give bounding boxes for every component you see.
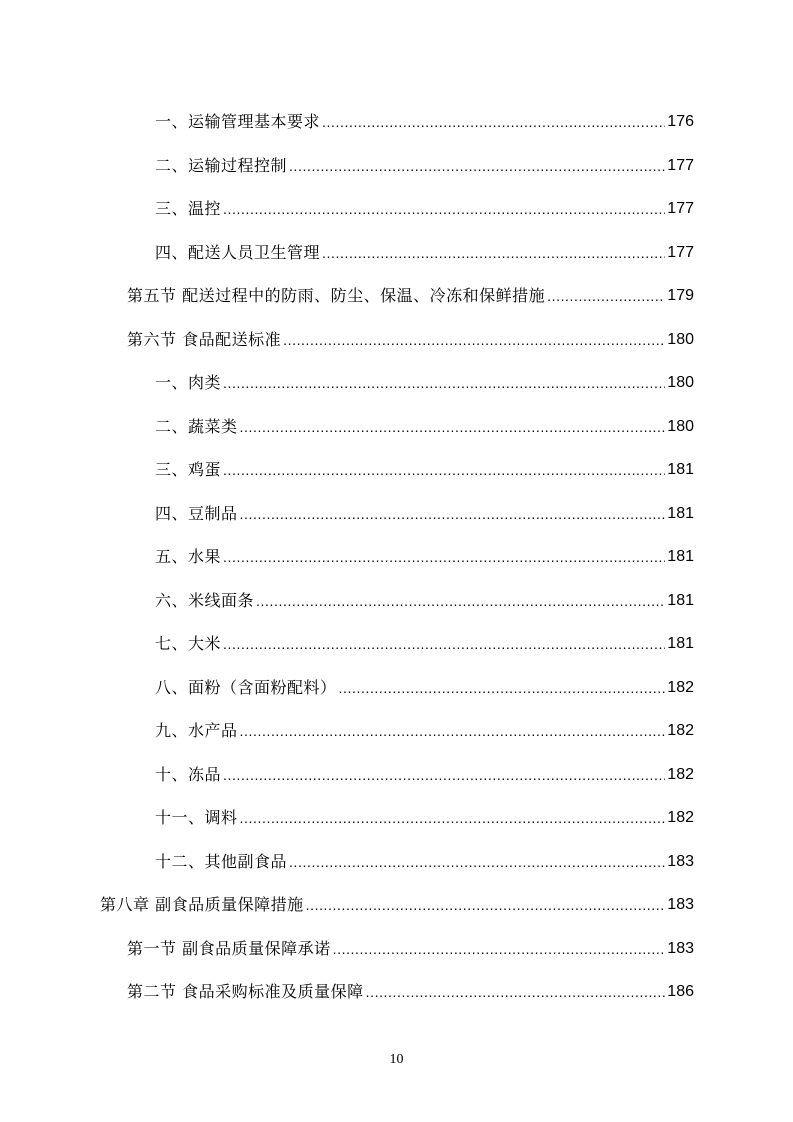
toc-entry-label: 三、鸡蛋 xyxy=(155,460,222,479)
toc-leader-dots xyxy=(547,285,665,307)
toc-entry-page: 182 xyxy=(667,722,694,739)
toc-entry[interactable] xyxy=(155,712,694,742)
toc-entry-page: 183 xyxy=(667,896,694,913)
toc-entry-label: 八、面粉（含面粉配料） xyxy=(155,677,337,697)
toc-entry[interactable] xyxy=(155,495,694,525)
toc-leader-dots xyxy=(322,111,665,133)
toc-entry-label: 一、肉类 xyxy=(155,373,222,392)
toc-leader-dots xyxy=(240,503,666,525)
toc-entry[interactable] xyxy=(155,408,694,438)
toc-entry-label: 第一节 副食品质量保障承诺 xyxy=(127,938,331,958)
toc-entry-label: 十一、调料 xyxy=(155,808,238,827)
toc-entry-label: 四、豆制品 xyxy=(155,503,238,523)
toc-entry-label: 十二、其他副食品 xyxy=(155,851,288,871)
toc-entry[interactable] xyxy=(155,669,694,699)
toc-entry[interactable] xyxy=(155,190,694,220)
toc-leader-dots xyxy=(223,633,665,655)
toc-entry-label: 第六节 食品配送标准 xyxy=(127,329,282,349)
toc-entry-label: 六、米线面条 xyxy=(155,590,255,610)
toc-entry-page: 182 xyxy=(667,765,694,783)
toc-entry-page: 180 xyxy=(667,330,694,348)
toc-entry[interactable] xyxy=(127,321,694,351)
toc-entry-page: 183 xyxy=(667,852,694,870)
toc-entry-label: 二、运输过程控制 xyxy=(155,155,288,175)
toc-entry-label: 十、冻品 xyxy=(155,764,222,784)
toc-entry[interactable] xyxy=(155,103,694,133)
toc-entry-page: 179 xyxy=(667,287,694,304)
toc-entry-page: 182 xyxy=(667,809,694,826)
toc-entry[interactable] xyxy=(155,582,694,612)
toc-entry-label: 七、大米 xyxy=(155,634,222,653)
toc-entry[interactable] xyxy=(127,277,694,307)
toc-leader-dots xyxy=(289,155,665,177)
toc-entry-page: 181 xyxy=(667,461,694,478)
toc-entry-label: 第五节 配送过程中的防雨、防尘、保温、冷冻和保鲜措施 xyxy=(127,286,546,305)
toc-entry[interactable] xyxy=(155,625,694,655)
toc-entry[interactable] xyxy=(155,538,694,568)
toc-leader-dots xyxy=(223,372,665,394)
toc-entry[interactable] xyxy=(127,973,694,1003)
toc-entry[interactable] xyxy=(155,843,694,873)
toc-entry-label: 一、运输管理基本要求 xyxy=(155,112,321,131)
toc-entry-page: 177 xyxy=(667,200,694,217)
toc-leader-dots xyxy=(366,981,666,1003)
toc-leader-dots xyxy=(333,938,666,960)
toc-entry[interactable] xyxy=(127,930,694,960)
toc-entry-page: 180 xyxy=(667,374,694,391)
toc-entry-label: 五、水果 xyxy=(155,547,222,566)
toc-entry-page: 176 xyxy=(667,113,694,130)
toc-entry-page: 181 xyxy=(667,504,694,522)
toc-leader-dots xyxy=(240,807,666,829)
toc-entry-label: 第二节 食品采购标准及质量保障 xyxy=(127,982,364,1001)
toc-entry-page: 177 xyxy=(667,156,694,174)
toc-entry[interactable] xyxy=(155,451,694,481)
toc-leader-dots xyxy=(240,720,666,742)
toc-entry[interactable] xyxy=(155,234,694,264)
toc-leader-dots xyxy=(223,546,665,568)
toc-entry-label: 第八章 副食品质量保障措施 xyxy=(100,895,304,914)
toc-leader-dots xyxy=(240,416,666,438)
toc-entry-label: 九、水产品 xyxy=(155,721,238,740)
toc-leader-dots xyxy=(283,329,665,351)
toc-leader-dots xyxy=(223,198,665,220)
toc-leader-dots xyxy=(339,677,666,699)
toc-leader-dots xyxy=(306,894,666,916)
toc-leader-dots xyxy=(322,242,665,264)
toc-entry-page: 180 xyxy=(667,417,694,435)
toc-entry-page: 182 xyxy=(667,678,694,696)
toc-leader-dots xyxy=(256,590,665,612)
toc-entry-label: 二、蔬菜类 xyxy=(155,416,238,436)
toc-entry-page: 181 xyxy=(667,548,694,565)
toc-entry[interactable] xyxy=(155,147,694,177)
toc-leader-dots xyxy=(223,764,665,786)
toc-entry-page: 186 xyxy=(667,983,694,1000)
toc-entry[interactable] xyxy=(100,886,694,916)
toc-entry[interactable] xyxy=(155,756,694,786)
toc-entry-label: 三、温控 xyxy=(155,199,222,218)
toc-entry-page: 181 xyxy=(667,635,694,652)
toc-entry[interactable] xyxy=(155,799,694,829)
page-number: 10 xyxy=(389,1052,404,1067)
toc-entry[interactable] xyxy=(155,364,694,394)
toc-entry-page: 183 xyxy=(667,939,694,957)
toc-entry-page: 181 xyxy=(667,591,694,609)
toc-entry-label: 四、配送人员卫生管理 xyxy=(155,242,321,262)
toc-entry-page: 177 xyxy=(667,243,694,261)
toc-leader-dots xyxy=(223,459,665,481)
toc-leader-dots xyxy=(289,851,665,873)
